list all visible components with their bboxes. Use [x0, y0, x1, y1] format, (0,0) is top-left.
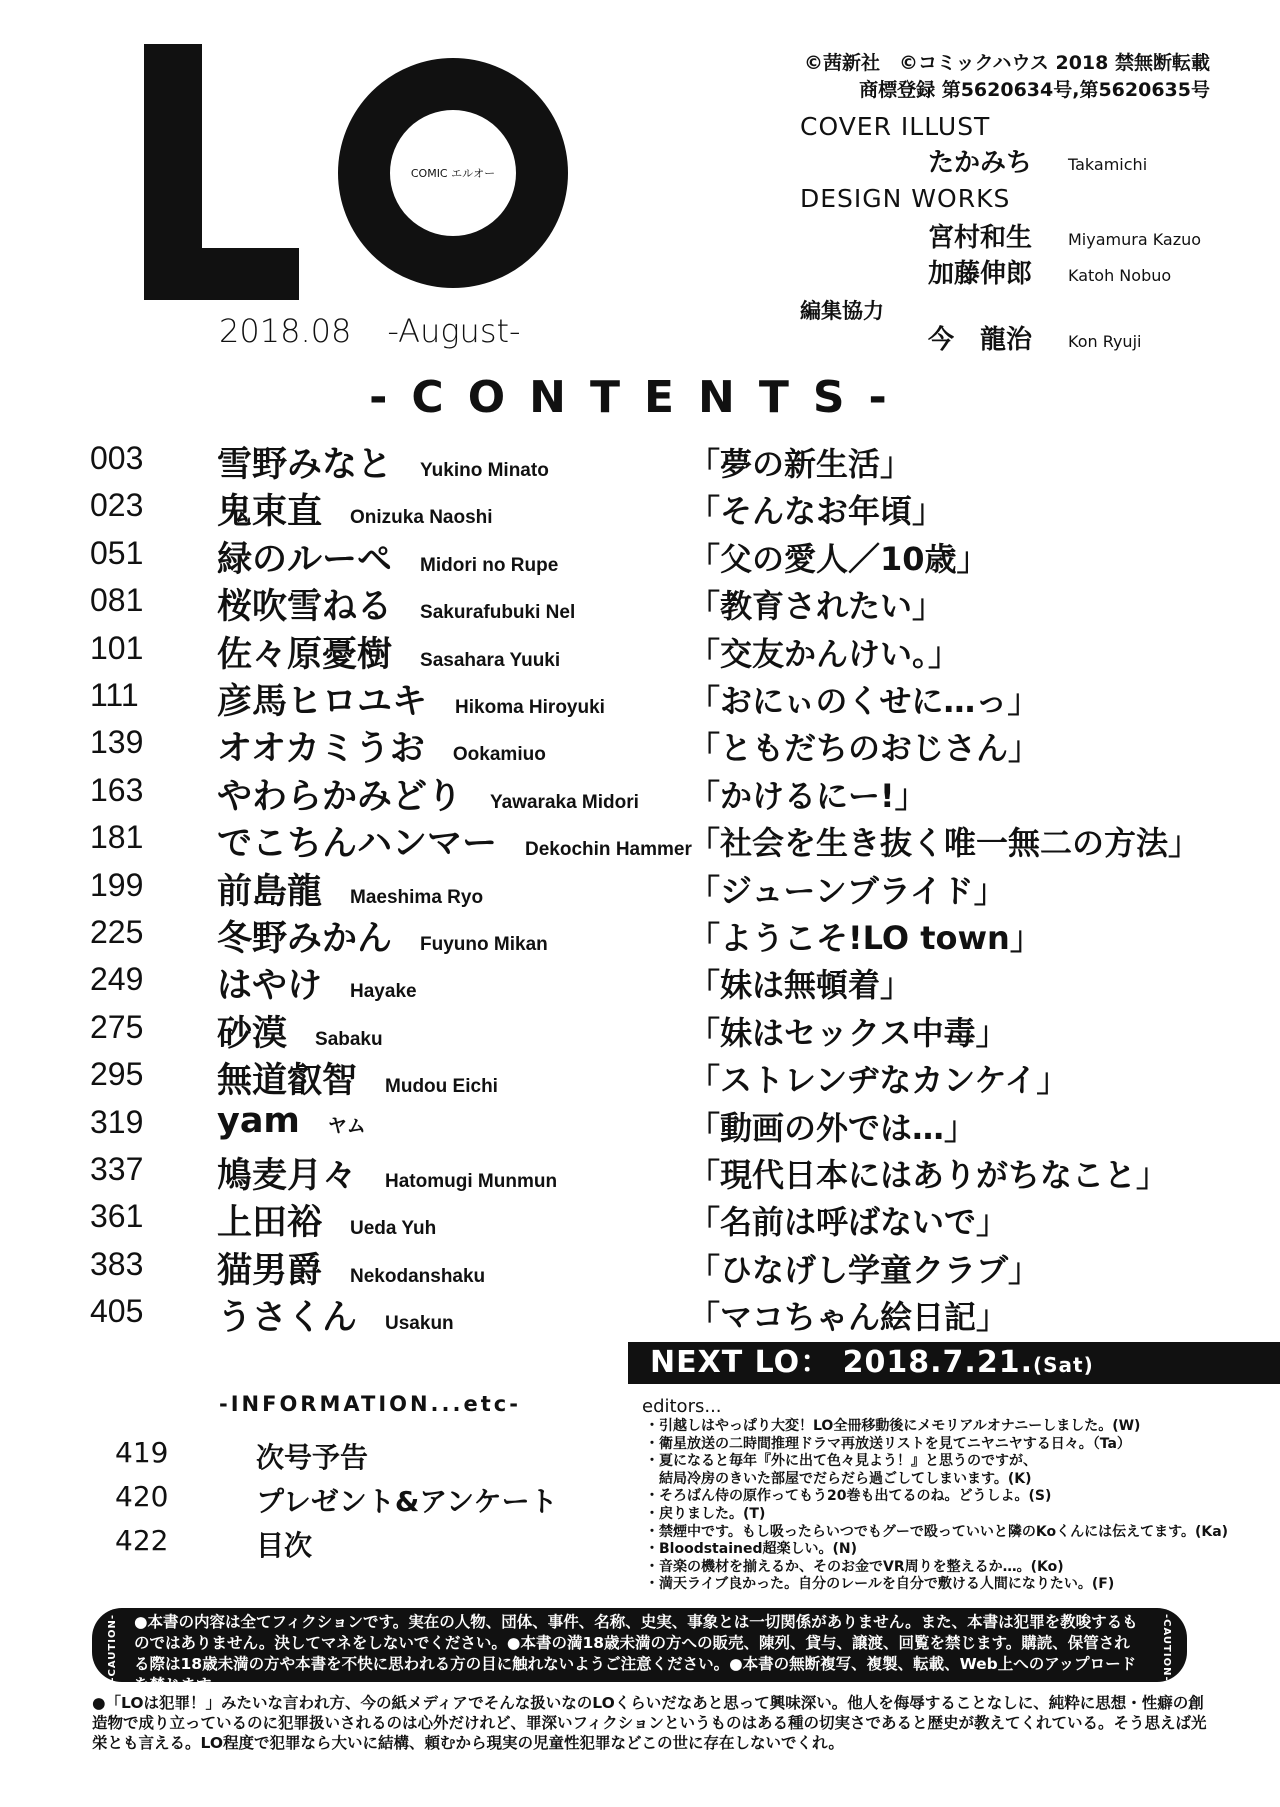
page-number: 199 [90, 866, 144, 903]
author-name-jp: でこちんハンマー [217, 824, 498, 865]
author-name-roman: Usakun [385, 1313, 454, 1335]
author-name-roman: Onizuka Naoshi [350, 507, 493, 529]
page-number: 361 [90, 1198, 144, 1235]
story-title: 「現代日本にはありがちなこと」 [688, 1156, 1169, 1194]
trademark-line: 商標登録 第5620634号,第5620635号 [859, 79, 1210, 101]
story-title: 「交友かんけい。」 [688, 634, 961, 673]
contents-row [0, 772, 1280, 819]
contents-row [0, 440, 1280, 487]
editor-note: ・戻りました。(T) [645, 1505, 766, 1522]
information-heading: -INFORMATION...etc- [219, 1392, 521, 1416]
editor-note: ・引越しはやっぱり大変！LO全冊移動後にメモリアルオナニーしました。(W) [645, 1418, 1141, 1434]
design-works-label: DESIGN WORKS [800, 184, 1011, 213]
designer-1-roman: Miyamura Kazuo [1068, 230, 1202, 249]
page-number: 181 [90, 819, 144, 856]
author-name-jp: オオカミうお [217, 729, 425, 770]
author-name [217, 579, 575, 629]
story-title: 「教育されたい」 [688, 587, 945, 626]
contents-row [0, 867, 1280, 914]
author-name [217, 1243, 485, 1293]
page-number: 319 [90, 1103, 144, 1140]
contents-row [0, 1056, 1280, 1103]
author-name-roman: Sabaku [315, 1028, 383, 1050]
caution-text: ●本書の内容は全てフィクションです。実在の人物、団体、事件、名称、史実、事象とは一切関係がありません。また、本書は犯罪を教唆するものではありません。決してマネをしないでください。●本書の満18歳未満の方への販売、陳列、貸与、譲渡、回覧を禁じます。購読、保管される際は18歳未満の方や本書を不快に思われる方の目に触れないようご注意ください。●本書の無断複写、複製、転載、Web上へのアップロードを禁じます。 [134, 1613, 1138, 1694]
author-name [217, 1195, 436, 1245]
author-name-jp: 無道叡智 [217, 1061, 358, 1102]
information-row [115, 1480, 558, 1518]
story-title: 「マコちゃん絵日記」 [688, 1298, 1009, 1337]
author-name-jp: 鳩麦月々 [217, 1156, 358, 1196]
page-number: 225 [90, 914, 144, 950]
contents-row [0, 1009, 1280, 1056]
story-title: 「動画の外では…」 [688, 1108, 977, 1147]
story-title: 「妹は無頓着」 [688, 966, 913, 1005]
story-title: 「社会を生き抜く唯一無二の方法」 [688, 824, 1201, 863]
contents-row [0, 677, 1280, 724]
contents-row [0, 1293, 1280, 1340]
info-label: プレゼント&アンケート [256, 1485, 558, 1518]
issue-date [219, 312, 521, 350]
author-name-jp: 猫男爵 [217, 1250, 323, 1291]
author-name-roman: Yawaraka Midori [490, 791, 639, 813]
author-name-roman: ヤム [327, 1115, 366, 1137]
author-name [217, 437, 549, 487]
story-title: 「夢の新生活」 [688, 445, 913, 483]
story-title: 「そんなお年頃」 [688, 492, 945, 531]
contents-row [0, 961, 1280, 1008]
editor-note: ・衛星放送の二時間推理ドラマ再放送リストを見てニヤニヤする日々。（Ta） [645, 1435, 1131, 1452]
contents-row [0, 1151, 1280, 1198]
author-name-jp: うさくん [217, 1298, 358, 1339]
author-name-roman: Maeshima Ryo [350, 886, 484, 908]
author-name-roman: Sasahara Yuuki [420, 649, 561, 671]
caution-side-label-left: -CAUTION- [107, 1614, 118, 1682]
author-name [217, 816, 692, 866]
page-number: 139 [90, 724, 144, 761]
information-row [115, 1436, 369, 1474]
issue-date-number: 2018.08 [219, 312, 352, 350]
designer-2-name: 加藤伸郎 [928, 259, 1033, 289]
contents-row [0, 1100, 1280, 1151]
logo-inner-text: COMIC エルオー [410, 167, 496, 180]
contents-row [0, 1246, 1280, 1293]
editors-heading: editors... [642, 1396, 722, 1417]
editors-notes [645, 1418, 1228, 1594]
author-name-jp: 砂漠 [217, 1013, 288, 1054]
contents-row [0, 1198, 1280, 1245]
editorial-cooperation-roman: Kon Ryuji [1068, 332, 1142, 351]
cover-artist-roman: Takamichi [1068, 155, 1148, 174]
author-name-jp: 緑のルーペ [217, 539, 393, 580]
page-number: 249 [90, 961, 144, 998]
editor-note: ・夏になると毎年『外に出て色々見よう！』と思うのですが、 結局冷房のきいた部屋でだらだら過ごしてしまいます。(K) [645, 1453, 1037, 1487]
author-name [217, 627, 560, 677]
author-name-jp: 上田裕 [217, 1203, 323, 1244]
story-title: 「おにぃのくせに…っ」 [688, 682, 1040, 720]
cover-illust-label: COVER ILLUST [800, 112, 991, 141]
author-name [217, 769, 639, 819]
editor-note: ・そろばん侍の原作ってもう20巻も出てるのね。どうしよ。(S) [645, 1488, 1052, 1505]
info-page-number: 420 [115, 1480, 169, 1513]
info-page-number: 419 [115, 1436, 169, 1469]
page-number: 295 [90, 1056, 144, 1093]
page-number: 051 [90, 534, 144, 571]
caution-side-label-right: -CAUTION- [1161, 1614, 1172, 1682]
author-name-jp: 佐々原憂樹 [217, 634, 393, 675]
author-name-roman: Mudou Eichi [385, 1076, 498, 1098]
designer-1-name: 宮村和生 [928, 223, 1033, 253]
author-name-jp: やわらかみどり [217, 776, 463, 817]
next-issue-day: (Sat) [1032, 1353, 1094, 1377]
page-number: 383 [90, 1245, 144, 1282]
author-name-roman: Yukino Minato [420, 460, 549, 481]
author-name [217, 721, 546, 771]
editor-note: ・Bloodstained超楽しい。(N) [645, 1541, 857, 1558]
author-name-jp: 雪野みなと [217, 445, 393, 485]
author-name [217, 532, 558, 582]
page-number: 081 [90, 582, 144, 619]
contents-heading: -CONTENTS- [369, 372, 911, 423]
info-page-number: 422 [115, 1524, 169, 1557]
information-row [115, 1524, 313, 1562]
editor-note: ・満天ライブ良かった。自分のレールを自分で敷ける人間になりたい。(F) [645, 1576, 1115, 1593]
page-number: 111 [90, 677, 139, 713]
designer-2-roman: Katoh Nobuo [1068, 266, 1172, 285]
next-issue-label: NEXT LO： [650, 1345, 832, 1380]
copyright-line: ©茜新社 ©コミックハウス 2018 禁無断転載 [803, 52, 1210, 74]
contents-row [0, 535, 1280, 582]
page-number: 003 [90, 440, 144, 476]
caution-box [92, 1608, 1187, 1694]
page-number: 163 [90, 771, 144, 808]
story-title: 「妹はセックス中毒」 [688, 1013, 1008, 1052]
author-name-jp: 前島龍 [217, 871, 323, 912]
story-title: 「ともだちのおじさん」 [688, 729, 1041, 768]
logo-letter-l [144, 44, 299, 300]
author-name-roman: Midori no Rupe [420, 554, 559, 576]
page-number: 337 [90, 1151, 144, 1187]
contents-row [0, 819, 1280, 866]
author-name [217, 674, 605, 724]
editor-note: ・音楽の機材を揃えるか、そのお金でVR周りを整えるか…。(Ko) [645, 1558, 1064, 1575]
author-name-jp: 桜吹雪ねる [217, 587, 393, 628]
author-name [217, 1290, 454, 1340]
logo-letter-o [338, 58, 568, 288]
author-name-roman: Dekochin Hammer [525, 839, 692, 861]
author-name [217, 1053, 498, 1103]
page-number: 023 [90, 487, 144, 524]
author-name-jp: 鬼束直 [217, 492, 323, 533]
story-title: 「ジューンブライド」 [688, 871, 1006, 910]
info-label: 目次 [256, 1529, 313, 1562]
next-issue-date: 2018.7.21. [842, 1345, 1033, 1380]
page-number: 405 [90, 1293, 144, 1330]
author-name-roman: Ookamiuo [452, 744, 546, 766]
author-name-roman: Nekodanshaku [350, 1265, 486, 1287]
author-name [217, 864, 483, 914]
editorial-cooperation-name: 今 龍治 [928, 325, 1033, 355]
story-title: 「かけるにー!」 [688, 776, 927, 815]
author-name [217, 911, 548, 961]
contents-row [0, 487, 1280, 534]
next-issue-banner [628, 1342, 1280, 1384]
contents-row [0, 724, 1280, 771]
story-title: 「ようこそ!LO town」 [688, 919, 1042, 957]
contents-row [0, 630, 1280, 677]
editor-note: ・禁煙中です。もし吸ったらいつでもグーで殴っていいと隣のKoくんには伝えてます。(Ka) [645, 1523, 1229, 1540]
author-name-jp: 彦馬ヒロユキ [217, 682, 428, 722]
editorial-cooperation-label: 編集協力 [800, 299, 884, 323]
author-name-roman: Hayake [350, 981, 417, 1003]
story-title: 「名前は呼ばないで」 [688, 1203, 1009, 1242]
page-number: 101 [90, 629, 144, 666]
author-name [217, 958, 417, 1008]
author-name [217, 1148, 557, 1198]
author-name [217, 1101, 366, 1141]
author-name-jp: 冬野みかん [217, 919, 393, 959]
story-title: 「ストレンヂなカンケイ」 [688, 1061, 1069, 1100]
author-name-roman: Sakurafubuki Nel [420, 602, 576, 624]
author-name-roman: Hatomugi Munmun [385, 1171, 558, 1192]
author-name [217, 484, 493, 534]
story-title: 「父の愛人／10歳」 [688, 539, 989, 578]
author-name [217, 1006, 383, 1056]
contents-row [0, 914, 1280, 961]
page-number: 275 [90, 1008, 144, 1045]
editorial-afterword: ●「LOは犯罪！」みたいな言われ方、今の紙メディアでそんな扱いなのLOくらいだなあと思って興味深い。他人を侮辱することなしに、純粋に思想・性癖の創造物で成り立っているのに犯罪扱いされるのは心外だけれど、罪深いフィクションというものはある種の切実さであると歴史が教えてくれている。そう思えば光栄とも言える。LO程度で犯罪なら大いに結構、頼むから現実の児童性犯罪などこの世に存在しないでくれ。 [92, 1694, 1207, 1752]
info-label: 次号予告 [256, 1441, 369, 1474]
story-title: 「ひなげし学童クラブ」 [688, 1250, 1041, 1289]
author-name-roman: Hikoma Hiroyuki [455, 697, 605, 718]
author-name-roman: Ueda Yuh [350, 1218, 437, 1240]
issue-month: -August- [387, 312, 521, 350]
cover-artist-name: たかみち [928, 148, 1033, 178]
author-name-jp: はやけ [217, 966, 323, 1007]
author-name-jp: yam [217, 1100, 300, 1141]
author-name-roman: Fuyuno Mikan [420, 934, 548, 955]
contents-row [0, 582, 1280, 629]
